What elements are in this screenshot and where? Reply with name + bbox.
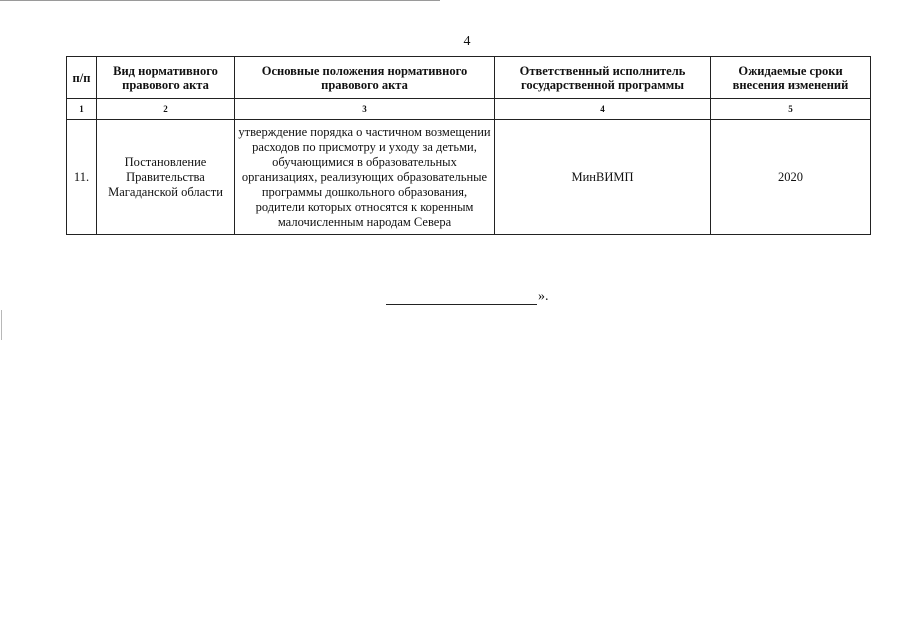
column-number: 1	[67, 99, 97, 120]
closing-quote: ».	[538, 289, 549, 304]
row-number: 11.	[67, 120, 97, 235]
table-header-row	[67, 57, 871, 99]
header-act-type: Вид нормативного правового акта	[97, 57, 235, 99]
table-row	[67, 120, 871, 235]
row-executor: МинВИМП	[495, 120, 711, 235]
column-number: 5	[711, 99, 871, 120]
column-number: 3	[235, 99, 495, 120]
header-deadline: Ожидаемые сроки внесения изменений	[711, 57, 871, 99]
closing-underline	[386, 290, 537, 305]
page-number: 4	[463, 34, 471, 49]
closing-mark	[386, 289, 549, 305]
scan-edge-line	[0, 0, 440, 1]
column-number: 4	[495, 99, 711, 120]
normative-acts-table	[66, 56, 871, 235]
header-number: п/п	[67, 57, 97, 99]
column-number: 2	[97, 99, 235, 120]
scan-edge-mark	[1, 310, 2, 340]
row-act-type: Постановление Правительства Магаданской области	[97, 120, 235, 235]
row-provisions: утверждение порядка о частичном возмещении расходов по присмотру и уходу за детьми, обучающимися в образовательных организациях, реализующих образовательные программы дошкольного образования, родители которых относятся к коренным малочисленным народам Севера	[235, 120, 495, 235]
header-executor: Ответственный исполнитель государственной программы	[495, 57, 711, 99]
header-provisions: Основные положения нормативного правового акта	[235, 57, 495, 99]
column-number-row	[67, 99, 871, 120]
row-deadline: 2020	[711, 120, 871, 235]
